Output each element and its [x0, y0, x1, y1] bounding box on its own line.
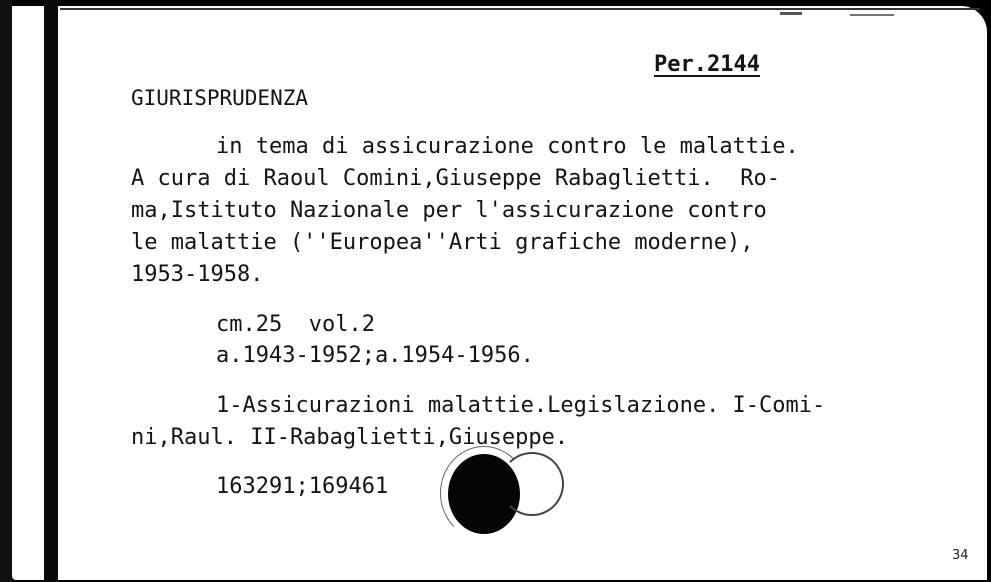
physical-line-2: a.1943-1952;a.1954-1956.: [216, 343, 534, 368]
description-line-3: ma,Istituto Nazionale per l'assicurazione contro: [131, 198, 767, 223]
corner-pencil-note: 34: [952, 548, 969, 563]
physical-line-1: cm.25 vol.2: [216, 312, 375, 337]
top-edge-line: [60, 8, 980, 10]
description-line-4: le malattie (''Europea''Arti grafiche moderne),: [131, 230, 754, 255]
punch-hole-ring: [500, 452, 564, 516]
description-line-1: in tema di assicurazione contro le malattie.: [216, 134, 799, 159]
subject-heading: GIURISPRUDENZA: [131, 86, 309, 110]
subject-line-2: ni,Raul. II-Rabaglietti,Giuseppe.: [131, 425, 569, 450]
card-left-margin-bar: [44, 0, 58, 582]
description-line-2: A cura di Raoul Comini,Giuseppe Rabaglietti. Ro-: [131, 166, 781, 191]
card-edge-shadow: [0, 0, 12, 582]
top-scratch-mark-2: [850, 14, 894, 16]
description-line-5: 1953-1958.: [131, 262, 264, 287]
top-scratch-mark: [780, 12, 802, 15]
shelfmark: Per.2144: [654, 52, 760, 77]
subject-line-1: 1-Assicurazioni malattie.Legislazione. I-Comi-: [216, 393, 826, 418]
inventory-numbers: 163291;169461: [216, 474, 389, 499]
